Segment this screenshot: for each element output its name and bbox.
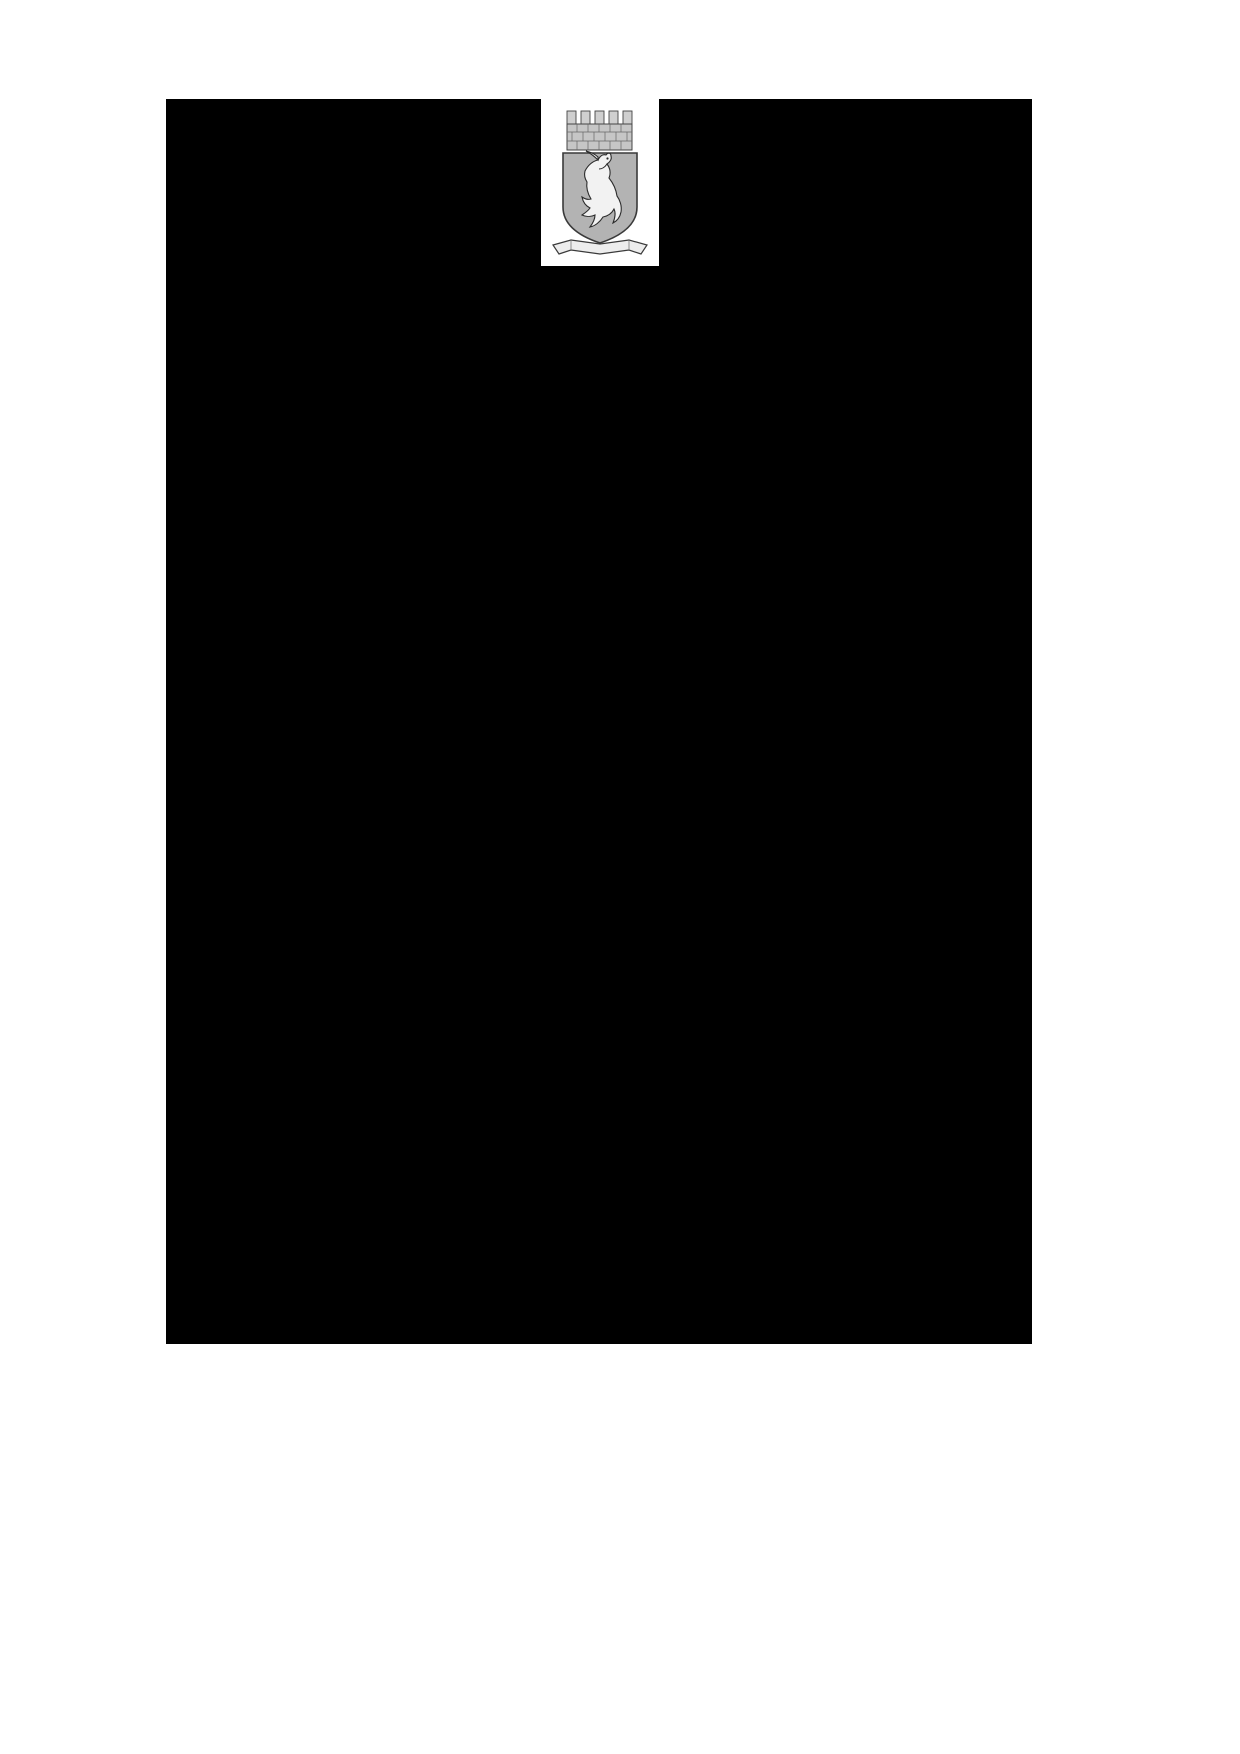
coat-of-arms-icon bbox=[541, 99, 659, 266]
mural-crown-icon bbox=[567, 111, 632, 150]
emblem-container bbox=[541, 99, 659, 266]
redacted-body-text bbox=[166, 99, 1032, 1344]
